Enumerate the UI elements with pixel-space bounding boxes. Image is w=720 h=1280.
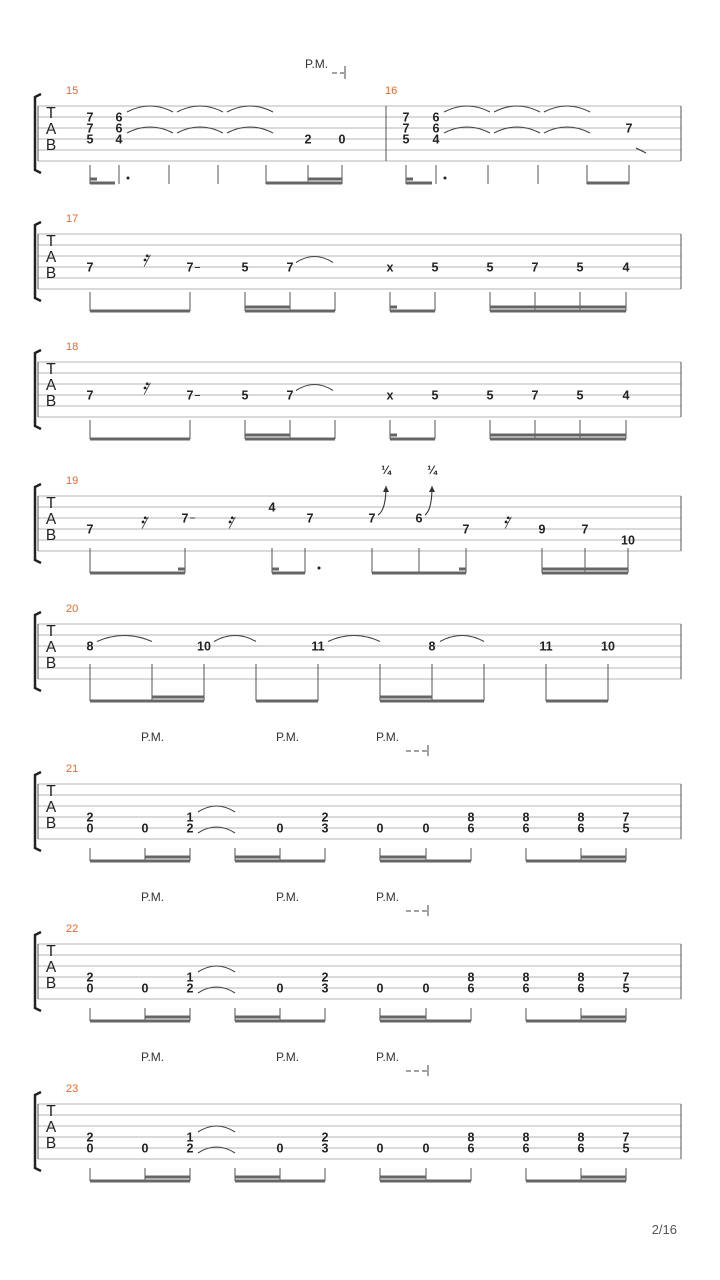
tie-arc — [127, 106, 173, 112]
staff-system-2 — [35, 222, 681, 301]
fret-number: 2 — [321, 1130, 329, 1145]
staff-system-3 — [35, 350, 681, 429]
fret-number: 0 — [376, 821, 384, 836]
fret-number: 3 — [321, 1141, 329, 1156]
fret-number: 6 — [577, 821, 585, 836]
beam — [152, 696, 204, 699]
beam — [90, 1020, 190, 1023]
tab-clef-letter: T — [46, 361, 56, 378]
tab-clef-letter: T — [46, 783, 56, 800]
fret-number: 8 — [467, 1130, 475, 1145]
beam — [90, 700, 204, 703]
tab-clef-letter: A — [45, 799, 57, 816]
fret-number: 0 — [86, 981, 94, 996]
tie-arc — [296, 385, 333, 391]
fret-number: 8 — [522, 970, 530, 985]
fret-number: 3 — [321, 821, 329, 836]
fret-number: 6 — [115, 110, 123, 125]
fret-number: 1 — [186, 970, 194, 985]
beam — [526, 860, 626, 863]
palm-mute-label: P.M. — [141, 1050, 165, 1064]
fret-number: 5 — [486, 388, 494, 403]
fret-number: 7 — [581, 522, 589, 537]
fret-number: 7 — [625, 121, 633, 136]
beam — [380, 1020, 471, 1023]
beam — [90, 310, 190, 313]
fret-number: 7 — [286, 260, 294, 275]
fret-number: 0 — [422, 981, 430, 996]
tab-clef-letter: B — [45, 815, 57, 832]
fret-number: 0 — [86, 1141, 94, 1156]
beam — [145, 856, 190, 859]
tie-arc — [214, 636, 256, 642]
palm-mute-label: P.M. — [376, 1050, 400, 1064]
beam — [390, 438, 435, 441]
beam — [380, 1016, 426, 1019]
fret-number: 5 — [86, 132, 94, 147]
beam — [235, 860, 325, 863]
sixteenth-rest-icon: 𝄿 — [226, 508, 234, 533]
beam — [90, 1180, 190, 1183]
fret-number: 0 — [86, 821, 94, 836]
fret-number: 7 — [86, 522, 94, 537]
fret-number: 7 — [462, 522, 470, 537]
fret-number: 6 — [415, 511, 423, 526]
palm-mute-label: P.M. — [376, 890, 400, 904]
beam — [542, 572, 628, 575]
tie-arc — [198, 806, 235, 812]
tab-clef-letter: A — [45, 1119, 57, 1136]
beam — [235, 1180, 325, 1183]
fret-number: 6 — [522, 821, 530, 836]
fret-number: 0 — [422, 1141, 430, 1156]
fret-number: 8 — [467, 970, 475, 985]
fret-number: 7 — [402, 110, 410, 125]
beam — [308, 178, 342, 181]
palm-mute-label: P.M. — [276, 730, 300, 744]
fret-number: 7 — [622, 810, 630, 825]
fret-number: 5 — [431, 260, 439, 275]
beam — [542, 568, 628, 571]
beam — [145, 1176, 190, 1179]
beam — [390, 306, 397, 309]
fret-number: 2 — [186, 981, 194, 996]
measure-number: 20 — [66, 603, 79, 615]
tab-clef-letter: T — [46, 623, 56, 640]
fret-number: 2 — [86, 970, 94, 985]
beam — [526, 1020, 626, 1023]
tie-arc — [198, 966, 235, 972]
fret-number: 11 — [311, 639, 325, 654]
dead-note: x — [386, 388, 394, 403]
fret-number: 8 — [522, 810, 530, 825]
fret-number: 7 — [186, 260, 194, 275]
measure-number: 22 — [66, 923, 79, 935]
fret-number: 7 — [86, 260, 94, 275]
beam — [581, 1016, 626, 1019]
beam — [380, 696, 432, 699]
fret-number: 6 — [467, 1141, 475, 1156]
palm-mute-label: P.M. — [141, 730, 165, 744]
measure-number: 18 — [66, 341, 79, 353]
fret-number: 1 — [186, 1130, 194, 1145]
palm-mute-label: P.M. — [305, 57, 329, 71]
fret-number: 6 — [432, 110, 440, 125]
dead-note: x — [386, 260, 394, 275]
beam — [90, 438, 190, 441]
fret-number: 7 — [86, 110, 94, 125]
tab-clef-letter: B — [45, 1135, 57, 1152]
fret-number: 5 — [622, 821, 630, 836]
beam — [546, 700, 608, 703]
fret-number: 7 — [531, 388, 539, 403]
fret-number: 10 — [601, 639, 615, 654]
tab-clef-letter: A — [45, 639, 57, 656]
beam — [526, 1180, 626, 1183]
fret-number: 4 — [432, 132, 440, 147]
fret-number: 4 — [268, 500, 276, 515]
fret-number: 11 — [539, 639, 553, 654]
fret-number: 0 — [141, 981, 149, 996]
beam — [256, 700, 318, 703]
tab-clef-letter: B — [45, 137, 57, 154]
fret-number: 6 — [522, 1141, 530, 1156]
tab-clef-letter: B — [45, 527, 57, 544]
fret-number: 5 — [241, 260, 249, 275]
fret-number: 2 — [86, 1130, 94, 1145]
fret-number: 8 — [86, 639, 94, 654]
fret-number: 5 — [576, 388, 584, 403]
tab-clef-letter: B — [45, 393, 57, 410]
fret-number: 2 — [321, 810, 329, 825]
tie-arc — [97, 636, 152, 642]
fret-number: 4 — [115, 132, 123, 147]
fret-number: 8 — [467, 810, 475, 825]
rhythm-dot — [318, 567, 321, 570]
tab-clef-letter: B — [45, 975, 57, 992]
page-number: 2/16 — [651, 1222, 677, 1237]
beam — [235, 1020, 325, 1023]
tie-arc — [494, 106, 540, 112]
beam — [245, 438, 335, 441]
fret-number: 7 — [622, 970, 630, 985]
tie-arc — [227, 106, 273, 112]
fret-number: 0 — [338, 132, 346, 147]
sixteenth-rest-icon: 𝄿 — [141, 374, 149, 399]
fret-number: 7 — [622, 1130, 630, 1145]
beam — [235, 1176, 280, 1179]
tab-clef-letter: A — [45, 511, 57, 528]
fret-number: 5 — [622, 1141, 630, 1156]
fret-number: 1 — [186, 810, 194, 825]
fret-number: 8 — [428, 639, 436, 654]
fret-number: 8 — [577, 810, 585, 825]
fret-number: 7 — [531, 260, 539, 275]
fret-number: 8 — [577, 970, 585, 985]
fret-number: 5 — [576, 260, 584, 275]
fret-number: 6 — [432, 121, 440, 136]
sixteenth-rest-icon: 𝄿 — [502, 508, 510, 533]
bend-arrowhead-icon — [429, 486, 435, 492]
fret-number: 4 — [622, 388, 630, 403]
measure-number: 23 — [66, 1083, 79, 1095]
sixteenth-rest-icon: 𝄿 — [139, 508, 147, 533]
palm-mute-label: P.M. — [276, 1050, 300, 1064]
bend-amount: ¼ — [427, 465, 437, 477]
measure-number: 15 — [66, 85, 79, 97]
beam — [245, 306, 290, 309]
palm-mute-label: P.M. — [276, 890, 300, 904]
beam — [272, 572, 305, 575]
beam — [90, 178, 97, 181]
fret-number: 6 — [577, 1141, 585, 1156]
rhythm-dot — [127, 177, 130, 180]
tie-arc — [440, 636, 484, 642]
beam — [390, 310, 435, 313]
tie-arc — [296, 257, 333, 263]
fret-number: 7 — [86, 388, 94, 403]
beam — [380, 1180, 471, 1183]
fret-number: 6 — [577, 981, 585, 996]
fret-number: 6 — [115, 121, 123, 136]
fret-number: 5 — [622, 981, 630, 996]
beam — [380, 860, 471, 863]
beam — [178, 568, 185, 571]
fret-number: 10 — [621, 533, 635, 548]
fret-number: 0 — [276, 1141, 284, 1156]
beam — [490, 438, 626, 441]
beam — [587, 182, 629, 185]
measure-number: 16 — [385, 85, 398, 97]
fret-number: 4 — [622, 260, 630, 275]
fret-number: 5 — [486, 260, 494, 275]
bend-arrowhead-icon — [383, 486, 389, 492]
fret-number: 9 — [538, 522, 546, 537]
sixteenth-rest-icon: 𝄿 — [141, 246, 149, 271]
fret-number: 5 — [241, 388, 249, 403]
beam — [90, 182, 115, 185]
tab-clef-letter: T — [46, 105, 56, 122]
palm-mute-label: P.M. — [376, 730, 400, 744]
tie-arc — [198, 1126, 235, 1132]
fret-number: 2 — [186, 821, 194, 836]
beam — [490, 434, 626, 437]
fret-number: 10 — [197, 639, 211, 654]
fret-number: 3 — [321, 981, 329, 996]
fret-number: 6 — [522, 981, 530, 996]
tie-arc — [444, 106, 490, 112]
measure-number: 19 — [66, 475, 79, 487]
tab-clef-letter: B — [45, 265, 57, 282]
fret-number: 0 — [376, 981, 384, 996]
measure-number: 17 — [66, 213, 79, 225]
fret-number: 7 — [286, 388, 294, 403]
fret-number: 7 — [181, 511, 189, 526]
tab-clef-letter: T — [46, 233, 56, 250]
fret-number: 8 — [577, 1130, 585, 1145]
fret-number: 7 — [368, 511, 376, 526]
beam — [406, 178, 413, 181]
fret-number: 8 — [522, 1130, 530, 1145]
beam — [490, 310, 626, 313]
beam — [245, 310, 335, 313]
bend-amount: ¼ — [381, 465, 391, 477]
beam — [380, 856, 426, 859]
fret-number: 0 — [141, 1141, 149, 1156]
beam — [245, 434, 290, 437]
beam — [266, 182, 342, 185]
fret-number: 7 — [306, 511, 314, 526]
beam — [372, 572, 466, 575]
fret-number: 2 — [304, 132, 312, 147]
fret-number: 0 — [276, 981, 284, 996]
fret-number: 7 — [86, 121, 94, 136]
tab-clef-letter: A — [45, 249, 57, 266]
tab-clef-letter: T — [46, 943, 56, 960]
beam — [380, 700, 484, 703]
fret-number: 7 — [402, 121, 410, 136]
tab-clef-letter: B — [45, 655, 57, 672]
staff-system-1 — [35, 94, 681, 173]
beam — [459, 568, 466, 571]
tab-clef-letter: T — [46, 495, 56, 512]
fret-number: 2 — [86, 810, 94, 825]
staff-system-5 — [35, 612, 681, 691]
beam — [490, 306, 626, 309]
beam — [90, 860, 190, 863]
beam — [145, 1016, 190, 1019]
measure-number: 21 — [66, 763, 79, 775]
beam — [235, 1016, 280, 1019]
beam — [235, 856, 280, 859]
tab-clef-letter: A — [45, 121, 57, 138]
beam — [581, 856, 626, 859]
beam — [390, 434, 397, 437]
fret-number: 5 — [431, 388, 439, 403]
tab-clef-letter: A — [45, 377, 57, 394]
beam — [90, 572, 185, 575]
tie-arc — [328, 636, 380, 642]
rhythm-dot — [444, 177, 447, 180]
fret-number: 0 — [276, 821, 284, 836]
beam — [581, 1176, 626, 1179]
beam — [272, 568, 279, 571]
tab-clef-letter: T — [46, 1103, 56, 1120]
fret-number: 0 — [141, 821, 149, 836]
fret-number: 6 — [467, 821, 475, 836]
fret-number: 6 — [467, 981, 475, 996]
palm-mute-label: P.M. — [141, 890, 165, 904]
fret-number: 5 — [402, 132, 410, 147]
beam — [380, 1176, 426, 1179]
fret-number: 2 — [186, 1141, 194, 1156]
beam — [406, 182, 432, 185]
fret-number: 7 — [186, 388, 194, 403]
tie-arc — [177, 106, 223, 112]
fret-number: 2 — [321, 970, 329, 985]
fret-number: 0 — [422, 821, 430, 836]
tab-clef-letter: A — [45, 959, 57, 976]
tie-arc — [544, 106, 590, 112]
fret-number: 0 — [376, 1141, 384, 1156]
